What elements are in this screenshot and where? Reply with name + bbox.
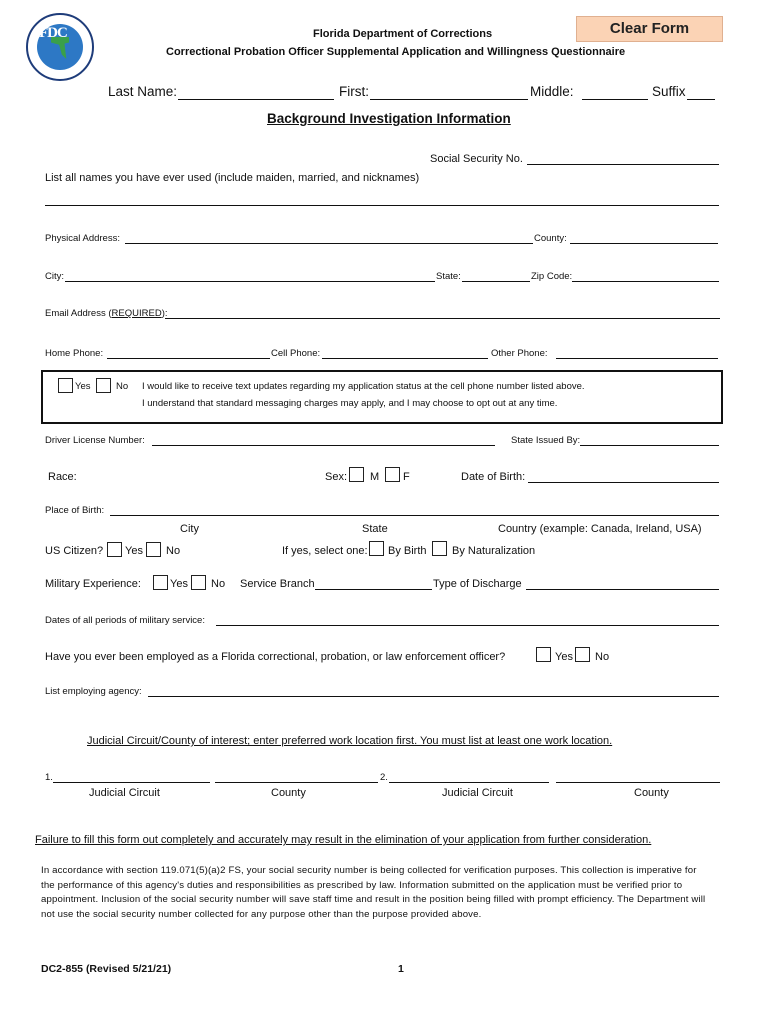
text-updates-statement-2: I understand that standard messaging charges may apply, and I may choose to opt out at any time. — [142, 398, 558, 409]
other-phone-field[interactable] — [556, 358, 718, 359]
employing-agency-label: List employing agency: — [45, 686, 142, 697]
military-no-checkbox[interactable] — [191, 575, 206, 590]
first-name-label: First: — [339, 84, 369, 99]
warning-text: Failure to fill this form out completely and accurately may result in the elimination of your application from further consideration. — [35, 834, 652, 846]
judicial-circuit-2-caption: Judicial Circuit — [442, 787, 513, 799]
judicial-circuit-2-field[interactable] — [389, 782, 549, 783]
city-label: City: — [45, 271, 64, 282]
race-label: Race: — [48, 471, 77, 483]
service-branch-field[interactable] — [315, 589, 432, 590]
ssn-disclosure-paragraph: In accordance with section 119.071(5)(a)2 FS, your social security number is being collected for verification purposes. This collection is imperative for the performance of this agency's duties and responsibilities as prescribed by law. Information submitted on the application must be verified prior to appointment. Inclusion of the social security number will save staff time and result in the position being filled with prompt efficiency. The Department will not use the social security number collected for any purpose other than the purpose provided above. — [41, 865, 706, 920]
military-dates-field[interactable] — [216, 625, 719, 626]
employed-no-label: No — [595, 651, 610, 663]
text-updates-yes-checkbox[interactable] — [58, 378, 73, 393]
physical-address-label: Physical Address: — [45, 233, 120, 244]
last-name-label: Last Name: — [108, 84, 178, 99]
state-label: State: — [436, 271, 461, 282]
sex-male-label: M — [370, 471, 380, 483]
state-field[interactable] — [462, 281, 530, 282]
dob-field[interactable] — [528, 482, 719, 483]
text-updates-no-checkbox[interactable] — [96, 378, 111, 393]
ssn-label: Social Security No. — [430, 153, 523, 165]
employed-question: Have you ever been employed as a Florida correctional, probation, or law enforcement officer? — [45, 651, 506, 663]
place-of-birth-label: Place of Birth: — [45, 505, 105, 516]
pob-city-caption: City — [180, 523, 199, 535]
dob-label: Date of Birth: — [461, 471, 526, 483]
employed-no-checkbox[interactable] — [575, 647, 590, 662]
employed-yes-label: Yes — [555, 651, 573, 663]
citizen-yes-checkbox[interactable] — [107, 542, 122, 557]
suffix-field[interactable] — [687, 99, 715, 100]
discharge-field[interactable] — [526, 589, 719, 590]
home-phone-label: Home Phone: — [45, 348, 104, 359]
place-of-birth-field[interactable] — [110, 515, 719, 516]
first-name-field[interactable] — [370, 99, 528, 100]
suffix-label: Suffix — [652, 84, 686, 99]
other-phone-label: Other Phone: — [491, 348, 548, 359]
county-field[interactable] — [570, 243, 718, 244]
home-phone-field[interactable] — [107, 358, 270, 359]
agency-name: Florida Department of Corrections — [313, 28, 493, 40]
by-naturalization-checkbox[interactable] — [432, 541, 447, 556]
middle-name-field[interactable] — [582, 99, 648, 100]
names-used-label: List all names you have ever used (include maiden, married, and nicknames) — [45, 172, 420, 184]
citizen-no-label: No — [166, 545, 181, 557]
sex-female-checkbox[interactable] — [385, 467, 400, 482]
military-yes-label: Yes — [170, 578, 188, 590]
email-label — [45, 308, 168, 319]
service-branch-label: Service Branch — [240, 578, 315, 590]
county-label: County: — [534, 233, 567, 244]
judicial-circuit-1-field[interactable] — [53, 782, 210, 783]
citizen-no-checkbox[interactable] — [146, 542, 161, 557]
text-updates-yes-label: Yes — [75, 381, 91, 392]
us-citizen-label: US Citizen? — [45, 545, 104, 557]
logo-text: FDC — [39, 25, 67, 41]
by-naturalization-label: By Naturalization — [452, 545, 536, 557]
dl-number-field[interactable] — [152, 445, 495, 446]
by-birth-label: By Birth — [388, 545, 427, 557]
county-2-field[interactable] — [556, 782, 720, 783]
clear-form-button[interactable]: Clear Form — [576, 16, 723, 42]
email-label-text: Email Address ( — [45, 308, 112, 319]
text-updates-box — [41, 370, 723, 424]
work-location-instruction: Judicial Circuit/County of interest; enter preferred work location first. You must list at least one work location. — [87, 735, 613, 747]
text-updates-statement-1: I would like to receive text updates regarding my application status at the cell phone number listed above. — [142, 381, 585, 392]
email-label-end: ): — [161, 308, 168, 319]
names-used-field[interactable] — [45, 205, 719, 206]
military-label: Military Experience: — [45, 578, 141, 590]
page-number: 1 — [398, 963, 404, 975]
zip-field[interactable] — [572, 281, 719, 282]
sex-female-label: F — [403, 471, 410, 483]
employing-agency-field[interactable] — [148, 696, 719, 697]
county-2-caption: County — [634, 787, 669, 799]
pob-state-caption: State — [362, 523, 388, 535]
physical-address-field[interactable] — [125, 243, 533, 244]
form-number: DC2-855 (Revised 5/21/21) — [41, 963, 172, 975]
cell-phone-field[interactable] — [322, 358, 488, 359]
last-name-field[interactable] — [178, 99, 334, 100]
email-field[interactable] — [165, 318, 720, 319]
citizen-yes-label: Yes — [125, 545, 143, 557]
ssn-field[interactable] — [527, 164, 719, 165]
form-title: Correctional Probation Officer Supplemental Application and Willingness Questionnaire — [166, 46, 626, 58]
fdc-seal-logo — [26, 13, 94, 81]
by-birth-checkbox[interactable] — [369, 541, 384, 556]
state-issued-label: State Issued By: — [511, 435, 581, 446]
pob-country-caption: Country (example: Canada, Ireland, USA) — [498, 523, 702, 535]
military-no-label: No — [211, 578, 226, 590]
work-location-1-number: 1. — [45, 772, 53, 783]
employed-yes-checkbox[interactable] — [536, 647, 551, 662]
zip-label: Zip Code: — [531, 271, 573, 282]
county-1-caption: County — [271, 787, 306, 799]
state-issued-field[interactable] — [580, 445, 719, 446]
city-field[interactable] — [65, 281, 435, 282]
dl-number-label: Driver License Number: — [45, 435, 145, 446]
email-required-text: REQUIRED — [111, 308, 162, 319]
cell-phone-label: Cell Phone: — [271, 348, 321, 359]
section-title: Background Investigation Information — [267, 111, 511, 126]
text-updates-no-label: No — [116, 381, 129, 392]
work-location-2-number: 2. — [380, 772, 388, 783]
county-1-field[interactable] — [215, 782, 378, 783]
if-yes-label: If yes, select one: — [282, 545, 368, 557]
military-yes-checkbox[interactable] — [153, 575, 168, 590]
sex-label: Sex: — [325, 471, 348, 483]
military-dates-label: Dates of all periods of military service: — [45, 615, 205, 626]
judicial-circuit-1-caption: Judicial Circuit — [89, 787, 160, 799]
sex-male-checkbox[interactable] — [349, 467, 364, 482]
middle-name-label: Middle: — [530, 84, 574, 99]
discharge-label: Type of Discharge — [433, 578, 522, 590]
